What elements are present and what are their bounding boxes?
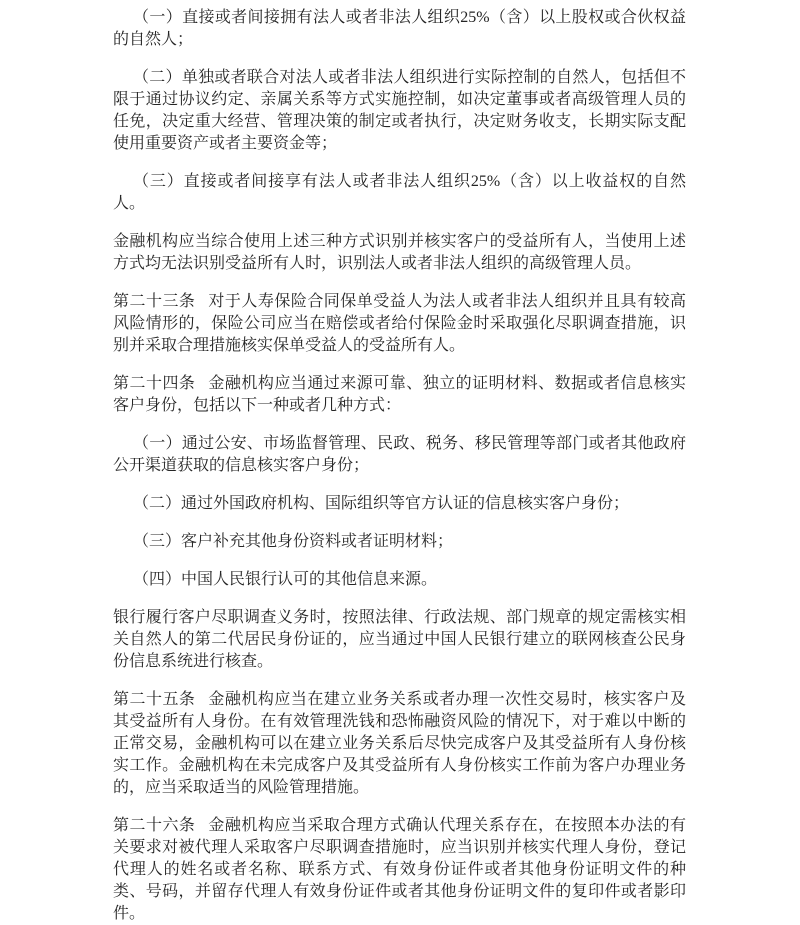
article-number: 第二十四条 xyxy=(113,375,196,392)
paragraph-item: （四）中国人民银行认可的其他信息来源。 xyxy=(133,571,438,588)
paragraph-article: 第二十五条 金融机构应当在建立业务关系或者办理一次性交易时，核实客户及其受益所有人身份。在有效管理洗钱和恐怖融资风险的情况下，对于难以中断的正常交易，金融机构可以在建立业务关系后尽快完成客户及其受益所有人身份核实工作。金融机构在未完成客户及其受益所有人身份核实工作前为客户办理业务的，应当采取适当的风险管理措施。 xyxy=(113,691,686,796)
paragraph-item: （一）通过公安、市场监督管理、民政、税务、移民管理等部门或者其他政府公开渠道获取的信息核实客户身份； xyxy=(113,435,686,474)
paragraph-body: 金融机构应当综合使用上述三种方式识别并核实客户的受益所有人，当使用上述方式均无法识别受益所有人时，识别法人或者非法人组织的高级管理人员。 xyxy=(113,233,686,272)
paragraph-item: （三）直接或者间接享有法人或者非法人组织25%（含）以上收益权的自然人。 xyxy=(113,173,686,212)
paragraph-item: （二）单独或者联合对法人或者非法人组织进行实际控制的自然人，包括但不限于通过协议约定、亲属关系等方式实施控制，如决定董事或者高级管理人员的任免，决定重大经营、管理决策的制定或者执行，决定财务收支，长期实际支配使用重要资产或者主要资金等； xyxy=(113,69,686,152)
paragraph-body: 银行履行客户尽职调查义务时，按照法律、行政法规、部门规章的规定需核实相关自然人的第二代居民身份证的，应当通过中国人民银行建立的联网核查公民身份信息系统进行核查。 xyxy=(113,609,686,670)
article-number: 第二十三条 xyxy=(113,293,196,310)
article-number: 第二十六条 xyxy=(113,817,196,834)
paragraph-article: 第二十四条 金融机构应当通过来源可靠、独立的证明材料、数据或者信息核实客户身份，包括以下一种或者几种方式： xyxy=(113,375,686,414)
paragraph-article: 第二十三条 对于人寿保险合同保单受益人为法人或者非法人组织并且具有较高风险情形的，保险公司应当在赔偿或者给付保险金时采取强化尽职调查措施，识别并采取合理措施核实保单受益人的受益所有人。 xyxy=(113,293,686,354)
article-number: 第二十五条 xyxy=(113,691,196,708)
paragraph-item: （二）通过外国政府机构、国际组织等官方认证的信息核实客户身份； xyxy=(133,495,630,512)
paragraph-article: 第二十六条 金融机构应当采取合理方式确认代理关系存在，在按照本办法的有关要求对被代理人采取客户尽职调查措施时，应当识别并核实代理人身份，登记代理人的姓名或者名称、联系方式、有效身份证件或者其他身份证明文件的种类、号码，并留存代理人有效身份证件或者其他身份证明文件的复印件或者影印件。 xyxy=(113,817,686,922)
paragraph-item: （三）客户补充其他身份资料或者证明材料； xyxy=(133,533,454,550)
paragraph-item: （一）直接或者间接拥有法人或者非法人组织25%（含）以上股权或合伙权益的自然人； xyxy=(113,9,686,48)
document-body xyxy=(113,7,686,925)
